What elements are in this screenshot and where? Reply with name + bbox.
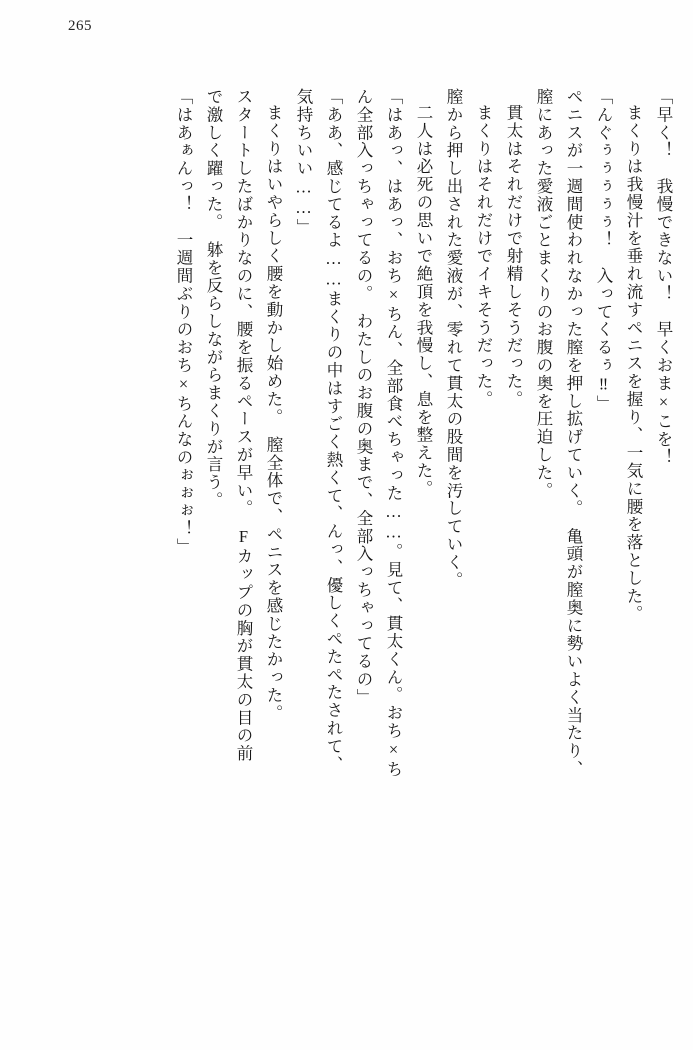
text-column: 二人は必死の思いで絶頂を我慢し、息を整えた。 [414, 104, 433, 498]
text-column: 「はあっ、はあっ、おち×ちん、全部食べちゃった……。見て、貫太くん。おち×ち [384, 88, 403, 779]
text-column: スタートしたばかりなのに、腰を振るペースが早い。 Fカップの胸が貫太の目の前 [234, 88, 253, 763]
text-column: 「んぐぅぅぅぅぅ！ 入ってくるぅ‼」 [594, 88, 613, 413]
text-column: ペニスが一週間使われなかった膣を押し拡げていく。 亀頭が膣奥に勢いよく当たり、 [564, 88, 583, 778]
text-column: ん全部入っちゃってるの。 わたしのお腹の奥まで、全部入っちゃってるの」 [354, 88, 373, 707]
text-column: 「はあぁんっ！ 一週間ぶりのおち×ちんなのぉぉぉ！」 [174, 88, 193, 556]
text-column: まくりは我慢汁を垂れ流すペニスを握り、一気に腰を落とした。 [624, 104, 643, 624]
text-column: まくりはいやらしく腰を動かし始めた。 膣全体で、ペニスを感じたかった。 [264, 104, 283, 723]
text-column: 膣から押し出された愛液が、零れて貫太の股間を汚していく。 [444, 88, 463, 590]
page-number: 265 [68, 18, 92, 34]
text-column: 気持ちいい……」 [294, 88, 313, 237]
text-column: 膣にあった愛液ごとまくりのお腹の奥を圧迫した。 [534, 88, 553, 500]
text-column: 「早く！ 我慢できない！ 早くおま×こを！ [654, 88, 673, 467]
text-column: まくりはそれだけでイキそうだった。 [474, 104, 493, 409]
text-column: 貫太はそれだけで射精しそうだった。 [504, 104, 523, 409]
text-column: で激しく躍った。 躰を反らしながらまくりが言う。 [204, 88, 223, 510]
text-column: 「ああ、感じてるよ……まくりの中はすごく熱くて、んっ、優しくぺたぺたされて、 [324, 88, 343, 774]
vertical-text-body [28, 88, 671, 1010]
